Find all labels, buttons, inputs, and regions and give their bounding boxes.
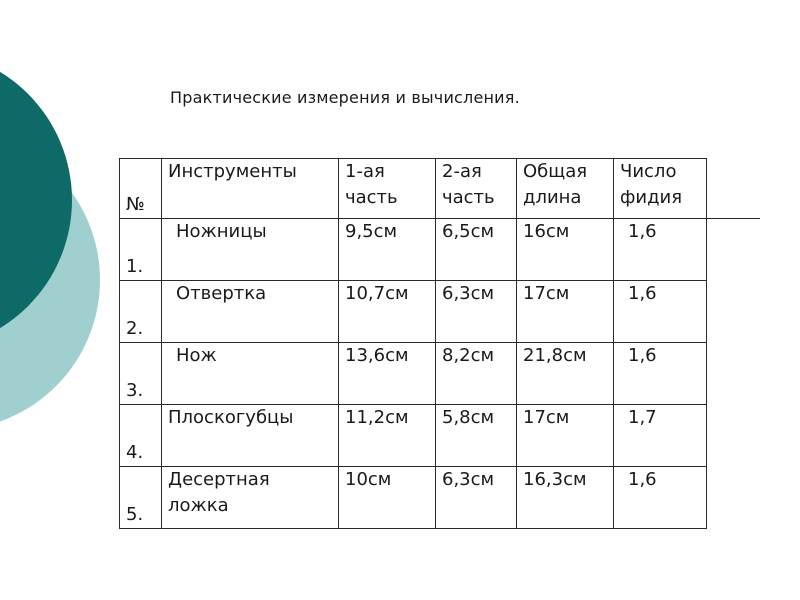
slide-title: Практические измерения и вычисления.: [170, 88, 520, 107]
row-total: 21,8см: [517, 343, 614, 405]
header-number: №: [120, 159, 162, 219]
row-ratio: 1,7: [614, 405, 707, 467]
header-total: Общая длина: [517, 159, 614, 219]
header-ratio: Число фидия: [614, 159, 707, 219]
table-row: [120, 281, 707, 343]
row-part2: 6,3см: [436, 467, 517, 529]
row-tool: Нож: [162, 343, 339, 405]
horizontal-rule: [702, 218, 760, 219]
row-part1: 13,6см: [339, 343, 436, 405]
row-part2: 8,2см: [436, 343, 517, 405]
row-ratio: 1,6: [614, 467, 707, 529]
table-row: [120, 405, 707, 467]
row-total: 17см: [517, 405, 614, 467]
table-header-row: [120, 159, 707, 219]
header-tool: Инструменты: [162, 159, 339, 219]
row-tool: Десертная ложка: [162, 467, 339, 529]
measurements-table: [119, 158, 707, 529]
row-number: 3.: [120, 343, 162, 405]
row-number: 1.: [120, 219, 162, 281]
row-tool: Ножницы: [162, 219, 339, 281]
header-part2: 2-ая часть: [436, 159, 517, 219]
table-row: [120, 343, 707, 405]
row-part1: 11,2см: [339, 405, 436, 467]
row-ratio: 1,6: [614, 219, 707, 281]
row-total: 16,3см: [517, 467, 614, 529]
table-row: [120, 467, 707, 529]
row-number: 5.: [120, 467, 162, 529]
row-tool: Отвертка: [162, 281, 339, 343]
row-part2: 6,5см: [436, 219, 517, 281]
row-part1: 9,5см: [339, 219, 436, 281]
row-tool: Плоскогубцы: [162, 405, 339, 467]
table-row: [120, 219, 707, 281]
row-part2: 5,8см: [436, 405, 517, 467]
row-total: 17см: [517, 281, 614, 343]
row-part2: 6,3см: [436, 281, 517, 343]
row-number: 4.: [120, 405, 162, 467]
row-ratio: 1,6: [614, 343, 707, 405]
row-part1: 10,7см: [339, 281, 436, 343]
row-number: 2.: [120, 281, 162, 343]
row-part1: 10см: [339, 467, 436, 529]
header-part1: 1-ая часть: [339, 159, 436, 219]
row-total: 16см: [517, 219, 614, 281]
row-ratio: 1,6: [614, 281, 707, 343]
